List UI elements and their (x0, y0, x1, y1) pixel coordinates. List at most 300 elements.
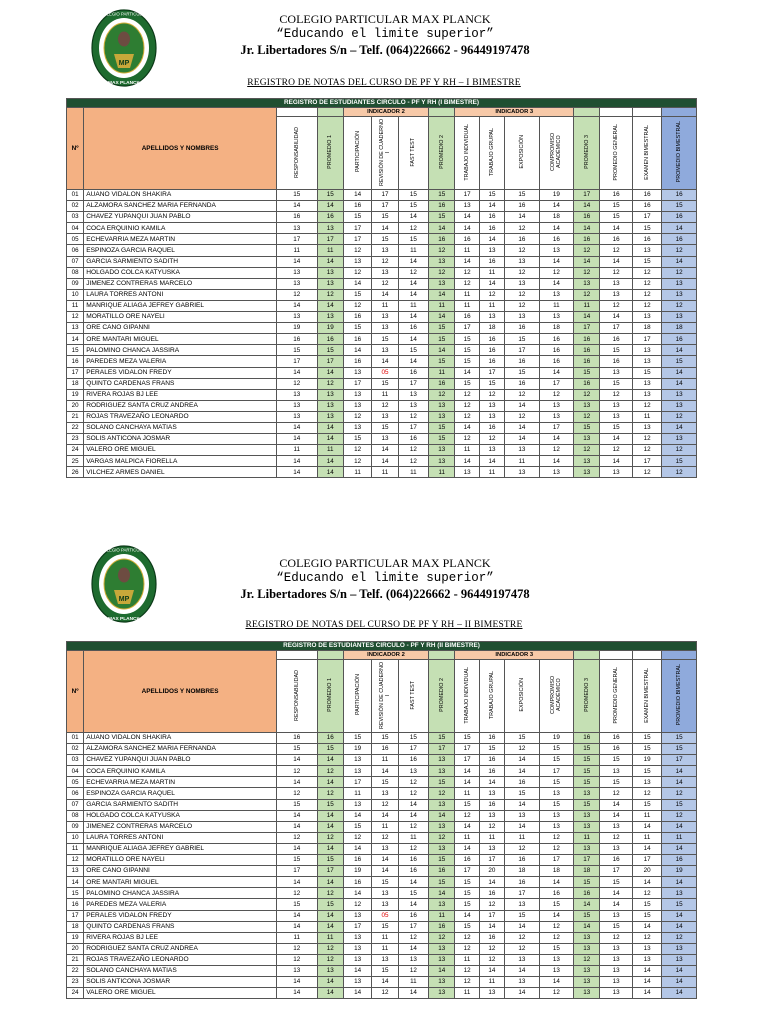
grade-cell: 11 (398, 467, 428, 478)
grade-cell: 15 (276, 899, 317, 910)
student-name: MANRIQUE ALIAGA JEFREY GABRIEL (84, 843, 277, 854)
grade-cell: 14 (505, 821, 539, 832)
grade-cell: 14 (429, 345, 455, 356)
grade-cell: 15 (600, 777, 632, 788)
student-name: VALERO ORE MIGUEL (84, 988, 277, 999)
grade-cell: 15 (632, 910, 661, 921)
grade-cell: 12 (276, 888, 317, 899)
grade-cell: 13 (505, 312, 539, 323)
grade-cell: 14 (398, 212, 428, 223)
grade-cell: 13 (479, 445, 504, 456)
grade-cell: 13 (600, 411, 632, 422)
grade-cell: 11 (479, 977, 504, 988)
student-name: PALOMINO CHANCA JASSIRA (84, 888, 277, 899)
grade-cell: 15 (398, 190, 428, 201)
grade-cell: 16 (479, 422, 504, 433)
grade-cell: 14 (632, 877, 661, 888)
grade-cell: 13 (429, 843, 455, 854)
grade-cell: 14 (505, 212, 539, 223)
student-name: VARGAS MALPICA FIORELLA (84, 456, 277, 467)
grade-cell: 15 (505, 190, 539, 201)
grade-cell: 11 (455, 788, 479, 799)
grade-cell: 15 (429, 334, 455, 345)
grade-cell: 14 (372, 445, 398, 456)
grade-cell: 13 (429, 977, 455, 988)
student-number: 23 (67, 977, 84, 988)
grade-cell: 15 (455, 356, 479, 367)
grade-cell: 17 (398, 921, 428, 932)
grade-cell: 12 (574, 389, 600, 400)
table-banner: REGISTRO DE ESTUDIANTES CIRCULO - PF Y RH (I BIMESTRE) (67, 99, 697, 108)
student-name: MANRIQUE ALIAGA JEFREY GABRIEL (84, 300, 277, 311)
grade-cell: 15 (632, 899, 661, 910)
grade-cell: 14 (343, 810, 371, 821)
grade-cell: 15 (398, 345, 428, 356)
student-name: LAURA TORRES ANTONI (84, 832, 277, 843)
student-row (67, 888, 697, 899)
grade-cell: 14 (662, 777, 697, 788)
grade-cell: 13 (574, 810, 600, 821)
student-number: 24 (67, 988, 84, 999)
grade-cell: 15 (372, 234, 398, 245)
grade-cell: 13 (632, 245, 661, 256)
grade-cell: 13 (574, 932, 600, 943)
grade-cell: 16 (398, 866, 428, 877)
grade-cell: 15 (429, 434, 455, 445)
grade-cell: 15 (343, 733, 371, 744)
grade-cell: 12 (455, 389, 479, 400)
grade-cell: 12 (343, 245, 371, 256)
grade-cell: 11 (276, 245, 317, 256)
grade-cell: 13 (276, 312, 317, 323)
grade-cell: 12 (574, 411, 600, 422)
grade-cell: 13 (317, 312, 343, 323)
grade-cell: 14 (429, 965, 455, 976)
grade-cell: 15 (479, 744, 504, 755)
grade-cell: 17 (600, 323, 632, 334)
grade-cell: 11 (372, 300, 398, 311)
grade-cell: 14 (455, 367, 479, 378)
grade-cell: 15 (343, 434, 371, 445)
grade-cell: 12 (343, 445, 371, 456)
col-header-compromiso: COMPROMISO ACADÉMICO (550, 132, 563, 172)
grade-cell: 13 (398, 400, 428, 411)
grade-cell: 14 (662, 367, 697, 378)
grade-cell: 12 (343, 300, 371, 311)
student-number: 17 (67, 367, 84, 378)
grade-cell: 13 (479, 400, 504, 411)
grade-cell: 14 (398, 877, 428, 888)
student-row (67, 899, 697, 910)
grade-cell: 14 (539, 910, 573, 921)
student-name: ALZAMORA SANCHEZ MARIA FERNANDA (84, 201, 277, 212)
grade-cell: 16 (398, 323, 428, 334)
student-number: 01 (67, 733, 84, 744)
col-header-promedio-bimestral: PROMEDIO BIMESTRAL (676, 664, 683, 726)
grade-cell: 14 (372, 766, 398, 777)
col-header-fast-test: FAST TEST (410, 680, 417, 710)
grade-cell: 12 (455, 810, 479, 821)
grade-cell: 11 (398, 245, 428, 256)
grade-cell: 14 (429, 223, 455, 234)
grade-cell: 17 (343, 223, 371, 234)
grade-cell: 13 (539, 289, 573, 300)
grade-cell: 17 (479, 910, 504, 921)
grade-cell: 12 (505, 245, 539, 256)
grade-cell: 14 (398, 256, 428, 267)
grade-cell: 14 (505, 965, 539, 976)
student-row (67, 821, 697, 832)
grade-cell: 13 (632, 777, 661, 788)
student-number: 13 (67, 866, 84, 877)
grade-cell: 12 (632, 932, 661, 943)
grade-cell: 15 (317, 855, 343, 866)
grade-cell: 15 (343, 289, 371, 300)
grade-cell: 13 (600, 988, 632, 999)
grade-cell: 12 (398, 788, 428, 799)
grade-cell: 11 (317, 245, 343, 256)
school-logo-icon (90, 544, 158, 624)
grade-cell: 12 (343, 411, 371, 422)
grade-cell: 14 (276, 777, 317, 788)
grade-cell: 19 (276, 323, 317, 334)
grade-cell: 15 (632, 744, 661, 755)
grade-cell: 12 (372, 400, 398, 411)
grade-cell: 14 (455, 843, 479, 854)
grade-cell: 13 (539, 965, 573, 976)
student-row (67, 910, 697, 921)
grade-cell: 12 (479, 821, 504, 832)
grade-cell: 12 (632, 267, 661, 278)
grade-cell: 13 (600, 766, 632, 777)
grade-cell: 13 (574, 278, 600, 289)
grade-cell: 14 (317, 467, 343, 478)
grade-cell: 17 (632, 212, 661, 223)
student-number: 08 (67, 267, 84, 278)
grade-cell: 16 (600, 334, 632, 345)
grade-cell: 17 (455, 866, 479, 877)
grade-cell: 16 (505, 877, 539, 888)
student-number: 13 (67, 323, 84, 334)
grade-cell: 15 (505, 733, 539, 744)
grade-cell: 13 (479, 788, 504, 799)
grade-cell: 14 (574, 899, 600, 910)
grade-cell: 14 (276, 821, 317, 832)
grade-cell: 15 (343, 212, 371, 223)
grade-cell: 13 (574, 965, 600, 976)
student-name: QUINTO CARDENAS FRANS (84, 921, 277, 932)
grade-cell: 12 (479, 954, 504, 965)
student-row (67, 799, 697, 810)
student-row (67, 345, 697, 356)
grade-cell: 16 (574, 212, 600, 223)
grade-cell: 13 (317, 267, 343, 278)
grade-cell: 14 (343, 345, 371, 356)
student-row (67, 367, 697, 378)
grade-cell: 15 (398, 201, 428, 212)
grade-cell: 17 (574, 190, 600, 201)
student-row (67, 932, 697, 943)
grade-cell: 17 (276, 356, 317, 367)
grade-cell: 14 (662, 965, 697, 976)
grade-cell: 12 (317, 378, 343, 389)
student-number: 04 (67, 223, 84, 234)
grade-cell: 16 (600, 356, 632, 367)
student-row (67, 267, 697, 278)
student-number: 07 (67, 799, 84, 810)
grade-cell: 20 (632, 866, 661, 877)
grade-cell: 20 (479, 866, 504, 877)
grade-cell: 15 (600, 201, 632, 212)
grade-cell: 14 (600, 256, 632, 267)
grade-cell: 12 (539, 932, 573, 943)
student-name: HOLGADO COLCA KATYUSKA (84, 810, 277, 821)
grade-cell: 12 (632, 788, 661, 799)
grade-cell: 12 (662, 788, 697, 799)
grade-cell: 12 (505, 744, 539, 755)
register-title: REGISTRO DE NOTAS DEL CURSO DE PF Y RH – I BIMESTRE (247, 78, 521, 88)
grade-cell: 14 (343, 988, 371, 999)
grade-cell: 17 (372, 190, 398, 201)
grade-cell: 14 (429, 312, 455, 323)
grade-cell: 11 (479, 267, 504, 278)
student-row (67, 378, 697, 389)
logo-top-text: COLEGIO PARTICULAR (100, 11, 148, 17)
grade-cell: 12 (372, 832, 398, 843)
grade-cell: 13 (343, 910, 371, 921)
student-row (67, 312, 697, 323)
grade-cell: 13 (479, 988, 504, 999)
student-row (67, 389, 697, 400)
grade-cell: 15 (276, 855, 317, 866)
student-row (67, 411, 697, 422)
grade-cell: 16 (574, 345, 600, 356)
grade-cell: 12 (372, 988, 398, 999)
grade-cell: 11 (398, 832, 428, 843)
grade-cell: 15 (539, 755, 573, 766)
grade-cell: 14 (505, 422, 539, 433)
grade-cell: 12 (479, 943, 504, 954)
col-header-promedio-bimestral: PROMEDIO BIMESTRAL (676, 121, 683, 183)
grade-cell: 15 (632, 799, 661, 810)
grade-cell: 13 (539, 788, 573, 799)
student-name: SOLIS ANTICONA JOSMAR (84, 977, 277, 988)
grade-cell: 13 (398, 389, 428, 400)
school-name: COLEGIO PARTICULAR MAX PLANCK (279, 12, 491, 26)
grade-cell: 15 (429, 190, 455, 201)
grade-cell: 13 (600, 943, 632, 954)
grade-cell: 14 (343, 843, 371, 854)
grade-cell: 12 (343, 899, 371, 910)
grade-cell: 15 (574, 367, 600, 378)
grade-cell: 13 (429, 988, 455, 999)
grade-cell: 16 (479, 345, 504, 356)
grade-cell: 16 (479, 223, 504, 234)
grade-cell: 15 (574, 744, 600, 755)
student-name: LAURA TORRES ANTONI (84, 289, 277, 300)
grade-cell: 14 (276, 988, 317, 999)
grade-cell: 15 (574, 777, 600, 788)
grade-cell: 14 (317, 821, 343, 832)
grade-cell: 12 (398, 821, 428, 832)
grade-cell: 14 (632, 921, 661, 932)
grade-cell: 16 (455, 234, 479, 245)
student-number: 17 (67, 910, 84, 921)
grade-cell: 05 (372, 367, 398, 378)
grade-cell: 18 (632, 323, 661, 334)
col-header-promedio2: PROMEDIO 2 (438, 135, 445, 169)
grade-cell: 12 (429, 389, 455, 400)
grade-cell: 16 (574, 356, 600, 367)
student-number: 07 (67, 256, 84, 267)
student-number: 10 (67, 832, 84, 843)
student-number: 02 (67, 744, 84, 755)
grade-cell: 13 (429, 799, 455, 810)
grade-cell: 13 (372, 267, 398, 278)
grade-cell: 19 (343, 744, 371, 755)
grade-cell: 13 (505, 954, 539, 965)
grade-cell: 13 (600, 278, 632, 289)
grade-cell: 13 (574, 988, 600, 999)
grade-cell: 14 (479, 456, 504, 467)
student-number: 09 (67, 821, 84, 832)
student-number: 20 (67, 400, 84, 411)
grade-cell: 11 (455, 954, 479, 965)
grade-cell: 12 (455, 400, 479, 411)
grade-cell: 16 (372, 744, 398, 755)
grade-cell: 13 (429, 943, 455, 954)
grade-cell: 12 (632, 888, 661, 899)
grade-cell: 15 (455, 888, 479, 899)
grade-cell: 12 (600, 445, 632, 456)
grade-cell: 14 (574, 256, 600, 267)
student-name: RIVERA ROJAS BJ LEE (84, 932, 277, 943)
grade-cell: 17 (455, 755, 479, 766)
grade-cell: 12 (429, 245, 455, 256)
grade-cell: 12 (600, 267, 632, 278)
col-header-trabajo-grupal: TRABAJO GRUPAL (488, 670, 495, 720)
grade-cell: 14 (600, 799, 632, 810)
grade-cell: 14 (455, 777, 479, 788)
student-row (67, 988, 697, 999)
student-row (67, 245, 697, 256)
grade-cell: 14 (317, 977, 343, 988)
grade-cell: 14 (600, 888, 632, 899)
grade-cell: 13 (632, 389, 661, 400)
col-header-trabajo-individual: TRABAJO INDIVIDUAL (464, 666, 471, 724)
grade-cell: 14 (276, 456, 317, 467)
grade-cell: 14 (479, 278, 504, 289)
student-number: 20 (67, 943, 84, 954)
student-row (67, 201, 697, 212)
grade-cell: 13 (505, 278, 539, 289)
grade-cell: 12 (662, 300, 697, 311)
grade-cell: 16 (505, 356, 539, 367)
grade-cell: 14 (539, 434, 573, 445)
grade-cell: 13 (372, 888, 398, 899)
grade-cell: 17 (574, 323, 600, 334)
grade-cell: 14 (479, 201, 504, 212)
grade-cell: 15 (372, 212, 398, 223)
grade-cell: 14 (455, 910, 479, 921)
grade-cell: 14 (317, 921, 343, 932)
grade-cell: 14 (662, 977, 697, 988)
col-header-examen-bimestral: EXAMEN BIMESTRAL (644, 667, 651, 723)
col-header-responsabilidad: RESPONSABILIDAD (293, 669, 300, 721)
grade-cell: 12 (317, 832, 343, 843)
grade-cell: 16 (505, 378, 539, 389)
grade-cell: 13 (632, 943, 661, 954)
grade-cell: 12 (398, 777, 428, 788)
grade-cell: 13 (632, 345, 661, 356)
grade-cell: 17 (505, 888, 539, 899)
grade-cell: 14 (317, 877, 343, 888)
grade-cell: 13 (505, 977, 539, 988)
grade-cell: 13 (479, 810, 504, 821)
student-row (67, 832, 697, 843)
grade-cell: 15 (372, 334, 398, 345)
grade-cell: 15 (574, 422, 600, 433)
grade-cell: 12 (539, 389, 573, 400)
student-number: 24 (67, 445, 84, 456)
student-name: PAREDES MEZA VALERIA (84, 356, 277, 367)
grade-cell: 16 (505, 323, 539, 334)
grade-cell: 17 (479, 855, 504, 866)
grade-cell: 14 (539, 278, 573, 289)
grade-cell: 14 (317, 777, 343, 788)
grade-cell: 15 (539, 744, 573, 755)
grade-cell: 15 (276, 744, 317, 755)
student-name: PALOMINO CHANCA JASSIRA (84, 345, 277, 356)
grade-cell: 14 (276, 921, 317, 932)
grade-cell: 16 (343, 312, 371, 323)
grade-cell: 17 (455, 744, 479, 755)
grade-cell: 14 (276, 877, 317, 888)
grade-cell: 12 (574, 245, 600, 256)
grade-cell: 16 (662, 212, 697, 223)
grade-cell: 15 (429, 422, 455, 433)
col-header-promedio2: PROMEDIO 2 (438, 678, 445, 712)
grade-cell: 12 (343, 832, 371, 843)
grade-cell: 13 (429, 445, 455, 456)
grade-cell: 13 (372, 434, 398, 445)
grade-cell: 13 (574, 843, 600, 854)
grade-cell: 16 (276, 733, 317, 744)
grade-cell: 15 (429, 877, 455, 888)
student-name: VALERO ORE MIGUEL (84, 445, 277, 456)
table-banner: REGISTRO DE ESTUDIANTES CIRCULO - PF Y RH (II BIMESTRE) (67, 642, 697, 651)
grade-cell: 12 (539, 921, 573, 932)
grade-cell: 16 (574, 378, 600, 389)
grade-cell: 14 (505, 766, 539, 777)
grade-cell: 14 (317, 988, 343, 999)
grade-cell: 15 (539, 799, 573, 810)
grade-cell: 12 (574, 954, 600, 965)
grade-cell: 13 (276, 223, 317, 234)
student-row (67, 733, 697, 744)
grade-cell: 14 (276, 367, 317, 378)
grade-cell: 15 (479, 378, 504, 389)
grade-cell: 13 (429, 456, 455, 467)
grade-cell: 13 (479, 843, 504, 854)
grade-cell: 13 (539, 467, 573, 478)
student-name: COCA ERQUINIO KAMILA (84, 766, 277, 777)
grade-cell: 15 (455, 921, 479, 932)
grade-cell: 14 (317, 456, 343, 467)
grade-cell: 18 (505, 866, 539, 877)
grade-cell: 17 (574, 855, 600, 866)
grade-cell: 11 (455, 289, 479, 300)
